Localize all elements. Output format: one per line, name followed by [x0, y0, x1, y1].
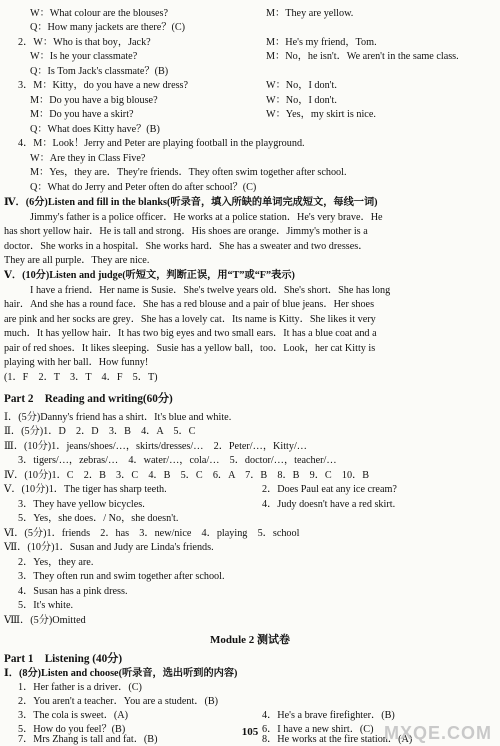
answer-line: 1．Her father is a driver．(C): [18, 682, 142, 693]
section-heading: Ⅰ．(8分)Listen and choose(听录音，选出听到的内容): [4, 668, 238, 679]
answer-line: 5．It's white.: [18, 600, 74, 611]
answer-line: 4．Judy doesn't have a red skirt.: [262, 499, 396, 510]
line: M：No，he isn't．We aren't in the same class.: [266, 51, 459, 62]
paragraph-line: Jimmy's father is a police officer．He works at a police station．He's very brave．He: [30, 212, 383, 223]
answer-line: Ⅶ．(10分)1．Susan and Judy are Linda's friends.: [4, 542, 214, 553]
answer-line: 3．They often run and swim together after school.: [18, 571, 225, 582]
paragraph-line: much．It has yellow hair．It has two big eyes and two small ears．It has a blue coat and a: [4, 328, 377, 339]
part-heading: Part 1 Listening (40分): [4, 653, 123, 665]
answer-line: 2．Does Paul eat any ice cream?: [262, 484, 397, 495]
line: M：Yes，they are．They're friends．They often swim together after school.: [30, 167, 347, 178]
answer-line: Ⅷ．(5分)Omitted: [4, 615, 86, 626]
line: 4．M：Look！Jerry and Peter are playing football in the playground.: [18, 138, 305, 149]
line: Q：What does Kitty have？(B): [30, 124, 160, 135]
paragraph-line: are pink and her socks are grey．She has a lovely cat．Its name is Kitty．She likes it very: [4, 314, 376, 325]
line: W：No，I don't.: [266, 80, 337, 91]
line: W：Yes，my skirt is nice.: [266, 109, 376, 120]
answer-line: Ⅲ．(10分)1．jeans/shoes/…，skirts/dresses/… 2．Peter/…，Kitty/…: [4, 441, 307, 452]
line: M：He's my friend，Tom.: [266, 37, 377, 48]
answer-line: 8．He works at the fire station．(A): [262, 734, 413, 745]
answer-line: Ⅱ．(5分)1．D 2．D 3．B 4．A 5．C: [4, 426, 196, 437]
section-heading: Ⅴ．(10分)Listen and judge(听短文，判断正误，用“T”或“F”表示): [4, 270, 295, 281]
answer-line: 7．Mrs Zhang is tall and fat．(B): [18, 734, 158, 745]
answer-line: 4．Susan has a pink dress.: [18, 586, 128, 597]
line: 3．M：Kitty，do you have a new dress?: [18, 80, 189, 91]
answer-line: 5．How do you feel？(B): [18, 724, 126, 735]
answer-line: Ⅰ．(5分)Danny's friend has a shirt．It's blue and white.: [4, 412, 232, 423]
line: W：No，I don't.: [266, 95, 337, 106]
answer-line: Ⅵ．(5分)1．friends 2．has 3．new/nice 4．playing 5．school: [4, 528, 300, 539]
answer-line: 5．Yes，she does．/ No，she doesn't.: [18, 513, 179, 524]
answer-line: Ⅳ．(10分)1．C 2．B 3．C 4．B 5．C 6．A 7．B 8．B 9．C 10．B: [4, 470, 370, 481]
watermark: MXQE.COM: [383, 723, 492, 743]
line: W：Is he your classmate?: [30, 51, 138, 62]
answer-line: (1．F 2．T 3．T 4．F 5．T): [4, 372, 158, 383]
line: M：They are yellow.: [266, 8, 354, 19]
line: Q：How many jackets are there？(C): [30, 22, 186, 33]
line: M：Do you have a skirt?: [30, 109, 134, 120]
paragraph-line: pair of red shoes．It likes sleeping．Susie has a yellow ball，too．Look，her cat Kitty is: [4, 343, 376, 354]
page-number: 105: [241, 726, 259, 738]
paragraph-line: doctor．She works in a hospital．She works hard．She has a sweater and two dresses．: [4, 241, 369, 252]
answer-line: 3．They have yellow bicycles.: [18, 499, 145, 510]
answer-line: 4．He's a brave firefighter．(B): [262, 710, 395, 721]
line: M：Do you have a big blouse?: [30, 95, 158, 106]
answer-line: Ⅴ．(10分)1．The tiger has sharp teeth.: [4, 484, 167, 495]
paragraph-line: playing with her ball．How funny!: [4, 357, 149, 368]
answer-line: 2．You aren't a teacher．You are a student．(B): [18, 696, 219, 707]
line: Q：What do Jerry and Peter often do after school？(C): [30, 182, 257, 193]
line: W：Are they in Class Five?: [30, 153, 146, 164]
line: Q：Is Tom Jack's classmate？(B): [30, 66, 169, 77]
answer-line: 3．tigers/…，zebras/… 4．water/…，cola/… 5．doctor/…，teacher/…: [18, 455, 337, 466]
module-title: Module 2 测试卷: [209, 634, 291, 646]
paragraph-line: has short yellow hair．He is tall and strong．His shoes are orange．Jimmy's mother is a: [4, 226, 368, 237]
answer-line: 2．Yes，they are.: [18, 557, 94, 568]
paragraph-line: I have a friend．Her name is Susie．She's twelve years old．She's short．She has long: [30, 285, 391, 296]
section-heading: Ⅳ．(6分)Listen and fill in the blanks(听录音，填入所缺的单词完成短文，每线一词): [4, 197, 378, 208]
line: W：What colour are the blouses?: [30, 8, 169, 19]
line: 2．W：Who is that boy，Jack?: [18, 37, 151, 48]
answer-line: 6．I have a new shirt．(C): [262, 724, 374, 735]
answer-line: 3．The cola is sweet．(A): [18, 710, 129, 721]
paragraph-line: hair．And she has a round face．She has a red blouse and a pair of blue jeans．Her shoes: [4, 299, 375, 310]
paragraph-line: They are all purple．They are nice.: [4, 255, 150, 266]
part-heading: Part 2 Reading and writing(60分): [4, 393, 173, 405]
